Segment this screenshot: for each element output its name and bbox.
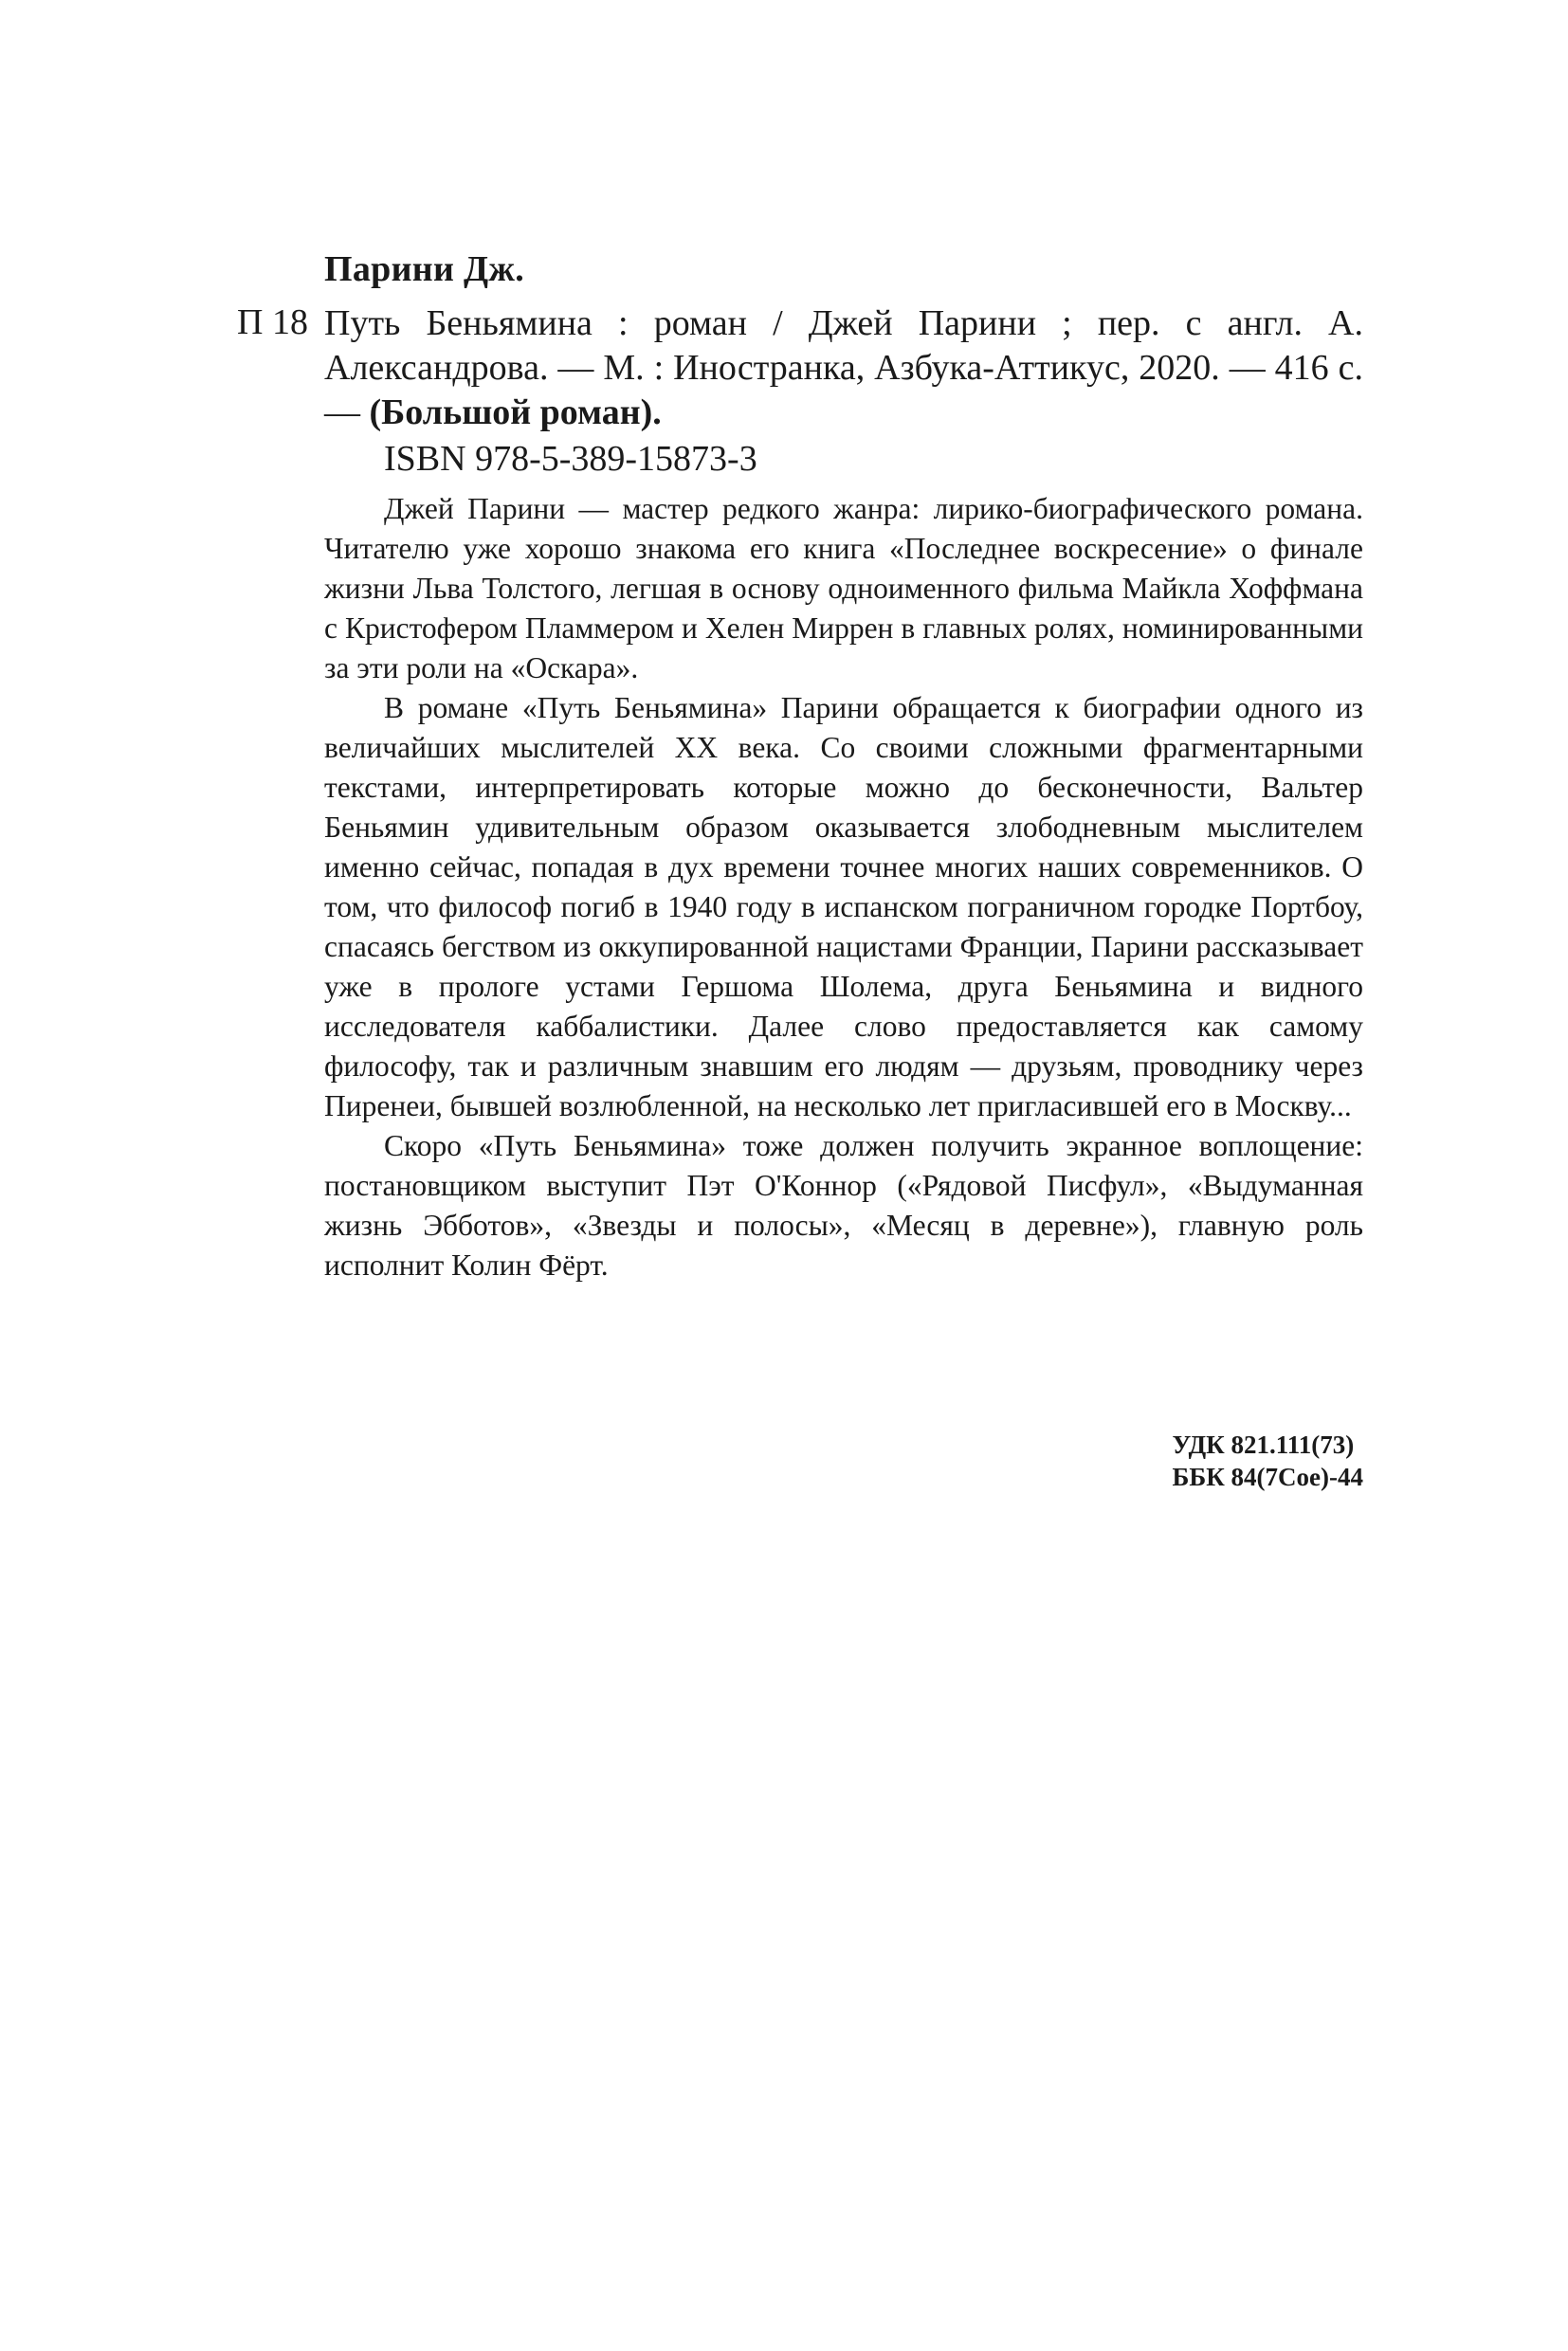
annotation-paragraph: Скоро «Путь Беньямина» тоже должен получить экранное воплощение: постановщиком выступит Пэт О'Коннор («Рядовой Писфул», «Выдуманная жизнь Эбботов», «Звезды и полосы», «Месяц в деревне»), главную роль исполнит Колин Фёрт.	[324, 1129, 1363, 1282]
title-statement: Путь Беньямина : роман / Джей Парини ; пер. с англ. А. Александрова. — М. : Иностранка, Азбука-Аттикус, 2020. — 416 с. —	[324, 303, 1363, 432]
author-mark: П 18	[237, 302, 308, 342]
annotation-paragraph: В романе «Путь Беньямина» Парини обращается к биографии одного из величайших мыслителей XX века. Со своими сложными фрагментарными текстами, интерпретировать которые можно до бесконечности, Вальтер Беньямин удивительным образом оказывается злободневным мыслителем именно сейчас, попадая в дух времени точнее многих наших современников. О том, что философ погиб в 1940 году в испанском пограничном городке Портбоу, спасаясь бегством из оккупированной нацистами Франции, Парини рассказывает уже в прологе устами Гершома Шолема, друга Беньямина и видного исследователя каббалистики. Далее слово предоставляется как самому философу, так и различным знавшим его людям — друзьям, проводнику через Пиренеи, бывшей возлюбленной, на несколько лет пригласившей его в Москву...	[324, 691, 1363, 1122]
bbk-code: ББК 84(7Сое)-44	[1172, 1463, 1363, 1491]
classification-codes	[1173, 1429, 1364, 1493]
annotation	[324, 489, 1363, 1285]
bibliographic-description	[324, 301, 1363, 435]
isbn: ISBN 978-5-389-15873-3	[384, 439, 757, 479]
udk-code: УДК 821.111(73)	[1172, 1431, 1355, 1459]
annotation-paragraph: Джей Парини — мастер редкого жанра: лирико-биографического романа. Читателю уже хорошо знакома его книга «Последнее воскресение» о финале жизни Льва Толстого, легшая в основу одноименного фильма Майкла Хоффмана с Кристофером Пламмером и Хелен Миррен в главных ролях, номинированными за эти роли на «Оскара».	[324, 492, 1363, 684]
author-heading: Парини Дж.	[324, 249, 525, 289]
series-statement: (Большой роман).	[369, 392, 662, 432]
